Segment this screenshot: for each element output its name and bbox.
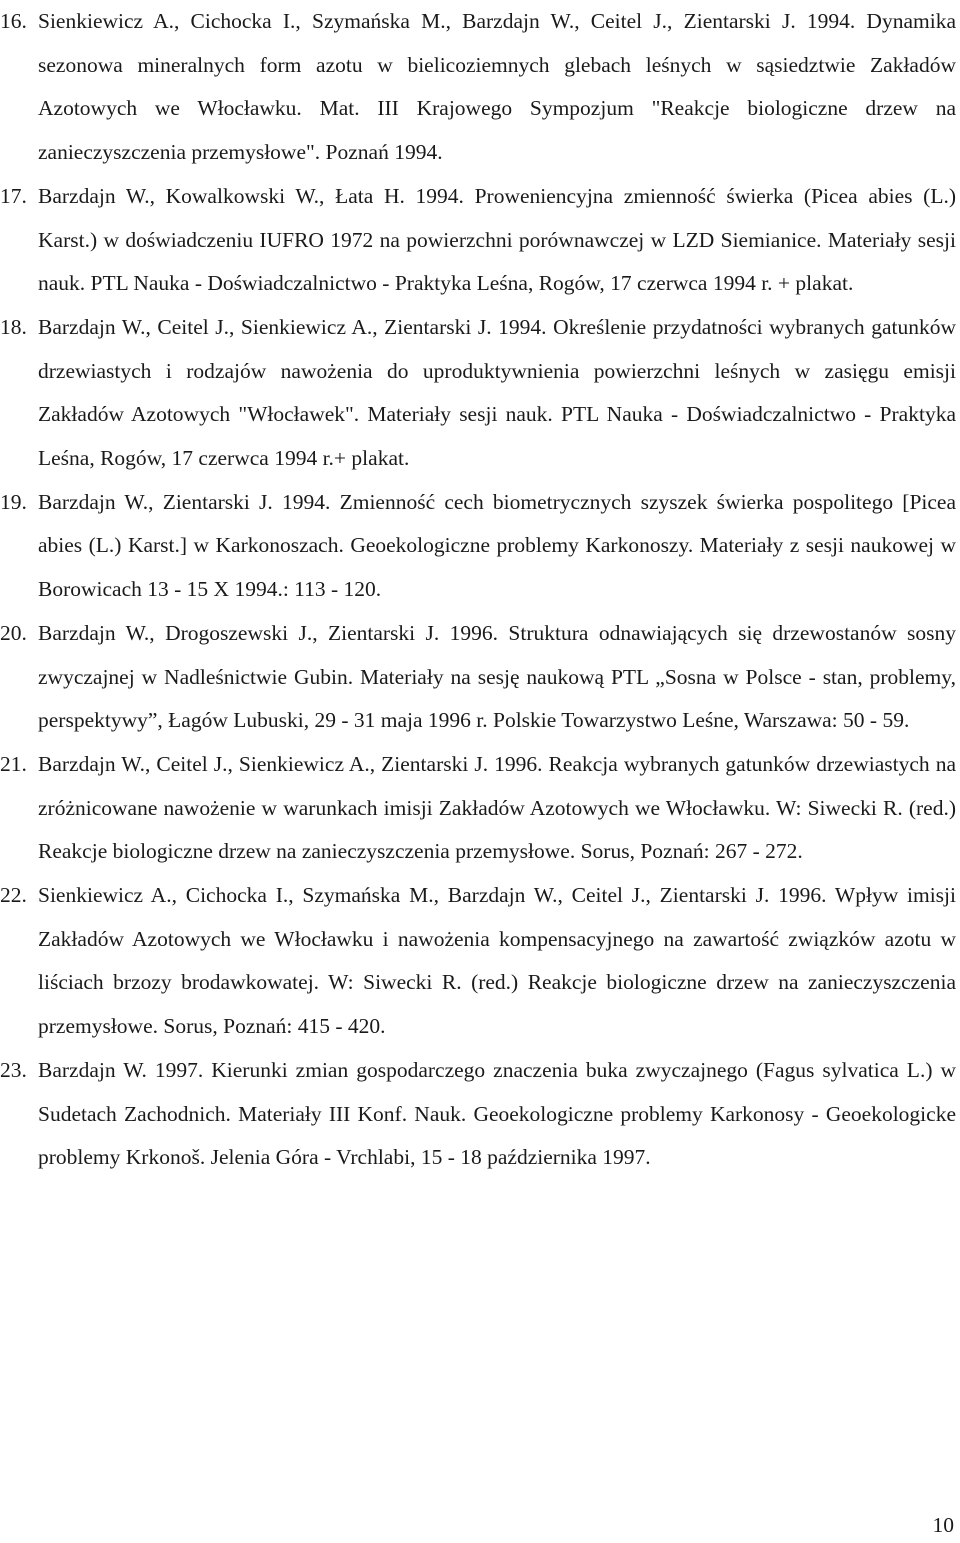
reference-item bbox=[0, 175, 956, 306]
reference-number: 21. bbox=[0, 751, 27, 776]
reference-number: 20. bbox=[0, 620, 27, 645]
reference-number: 22. bbox=[0, 883, 27, 908]
reference-text: Barzdajn W., Zientarski J. 1994. Zmienność cech biometrycznych szyszek świerka pospolitego [Picea abies (L.) Karst.] w Karkonoszach. Geoekologiczne problemy Karkonoszy. Materiały z sesji naukowej w Borowicach 13 - 15 X 1994.: 113 - 120. bbox=[38, 489, 956, 602]
reference-item bbox=[0, 481, 956, 612]
reference-text: Barzdajn W., Kowalkowski W., Łata H. 1994. Proweniencyjna zmienność świerka (Picea abies (L.) Karst.) w doświadczeniu IUFRO 1972 na powierzchni porównawczej w LZD Siemianice. Materiały sesji nauk. PTL Nauka - Doświadczalnictwo - Praktyka Leśna, Rogów, 17 czerwca 1994 r. + plakat. bbox=[38, 183, 956, 296]
reference-text: Sienkiewicz A., Cichocka I., Szymańska M., Barzdajn W., Ceitel J., Zientarski J. 1994. Dynamika sezonowa mineralnych form azotu w bielicoziemnych glebach leśnych w sąsiedztwie Zakładów Azotowych we Włocławku. Mat. III Krajowego Sympozjum "Reakcje biologiczne drzew na zanieczyszczenia przemysłowe". Poznań 1994. bbox=[38, 9, 956, 165]
reference-number: 17. bbox=[0, 183, 27, 208]
reference-text: Sienkiewicz A., Cichocka I., Szymańska M., Barzdajn W., Ceitel J., Zientarski J. 1996. Wpływ imisji Zakładów Azotowych we Włocławku i nawożenia kompensacyjnego na zawartość związków azotu w liściach brzozy brodawkowatej. W: Siwecki R. (red.) Reakcje biologiczne drzew na zanieczyszczenia przemysłowe. Sorus, Poznań: 415 - 420. bbox=[38, 883, 956, 1039]
reference-item bbox=[0, 1049, 956, 1180]
reference-text: Barzdajn W., Drogoszewski J., Zientarski J. 1996. Struktura odnawiających się drzewostanów sosny zwyczajnej w Nadleśnictwie Gubin. Materiały na sesję naukową PTL „Sosna w Polsce - stan, problemy, perspektywy”, Łagów Lubuski, 29 - 31 maja 1996 r. Polskie Towarzystwo Leśne, Warszawa: 50 - 59. bbox=[38, 620, 956, 733]
reference-text: Barzdajn W., Ceitel J., Sienkiewicz A., Zientarski J. 1994. Określenie przydatności wybranych gatunków drzewiastych i rodzajów nawożenia do uproduktywnienia powierzchni leśnych w zasięgu emisji Zakładów Azotowych "Włocławek". Materiały sesji nauk. PTL Nauka - Doświadczalnictwo - Praktyka Leśna, Rogów, 17 czerwca 1994 r.+ plakat. bbox=[38, 314, 956, 471]
reference-text: Barzdajn W. 1997. Kierunki zmian gospodarczego znaczenia buka zwyczajnego (Fagus sylvatica L.) w Sudetach Zachodnich. Materiały III Konf. Nauk. Geoekologiczne problemy Karkonosy - Geoekologicke problemy Krkonoš. Jelenia Góra - Vrchlabi, 15 - 18 października 1997. bbox=[38, 1057, 956, 1170]
reference-number: 16. bbox=[0, 9, 27, 33]
reference-item bbox=[0, 743, 956, 874]
reference-number: 23. bbox=[0, 1057, 27, 1082]
reference-item bbox=[0, 612, 956, 743]
page-number: 10 bbox=[932, 1513, 954, 1537]
reference-item bbox=[0, 306, 956, 481]
reference-text: Barzdajn W., Ceitel J., Sienkiewicz A., Zientarski J. 1996. Reakcja wybranych gatunków drzewiastych na zróżnicowane nawożenie w warunkach imisji Zakładów Azotowych we Włocławku. W: Siwecki R. (red.) Reakcje biologiczne drzew na zanieczyszczenia przemysłowe. Sorus, Poznań: 267 - 272. bbox=[38, 751, 956, 864]
reference-item bbox=[0, 0, 956, 175]
reference-number: 19. bbox=[0, 489, 27, 514]
reference-number: 18. bbox=[0, 314, 27, 339]
reference-item bbox=[0, 874, 956, 1049]
